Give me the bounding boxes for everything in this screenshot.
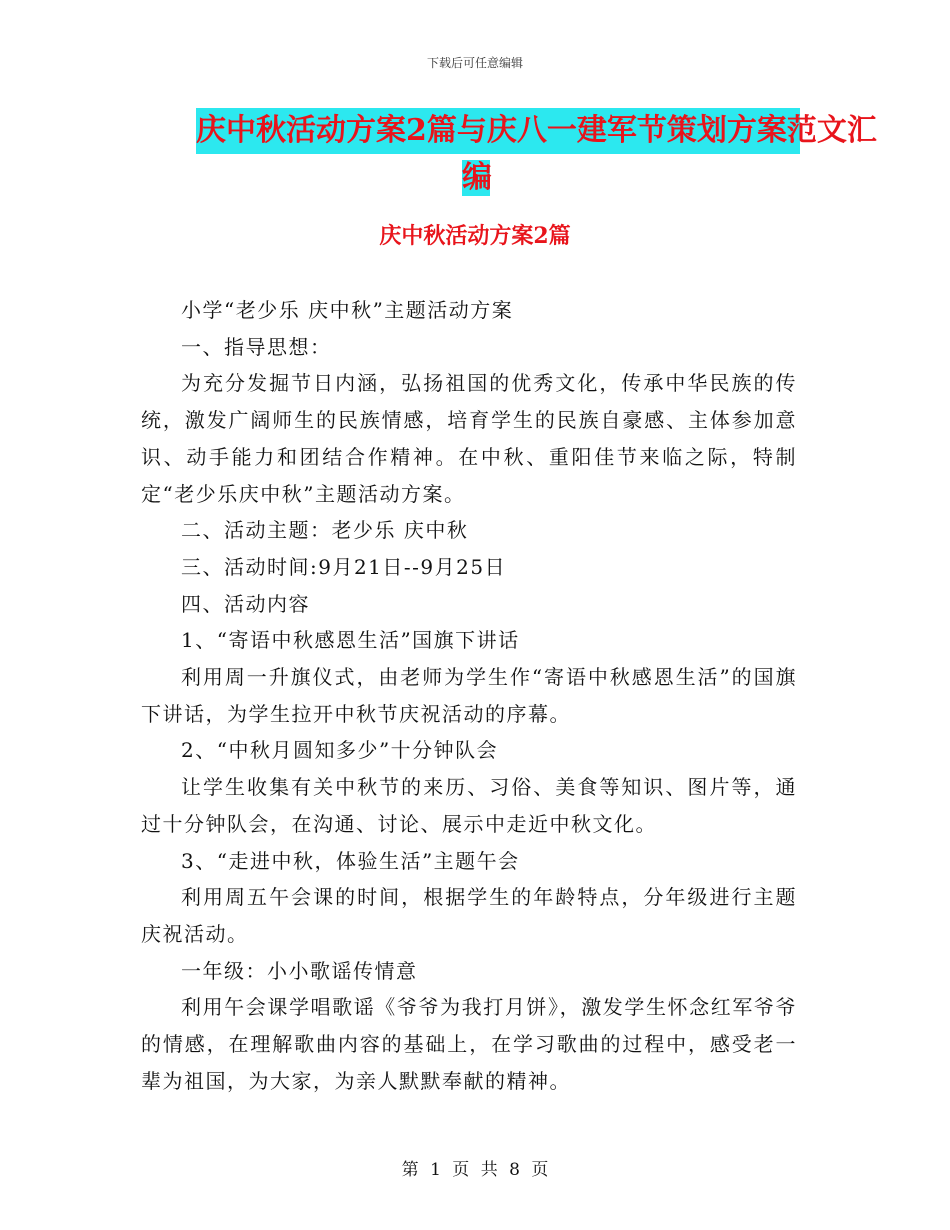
- paragraph: 利用周一升旗仪式，由老师为学生作“寄语中秋感恩生活”的国旗下讲话，为学生拉开中秋节庆祝活动的序幕。: [141, 665, 797, 726]
- paragraph: 小学“老少乐 庆中秋”主题活动方案: [181, 298, 514, 322]
- section-title: 庆中秋活动方案2篇: [379, 223, 571, 249]
- paragraph: 一年级：小小歌谣传情意: [181, 958, 418, 983]
- document-title-line2: 编: [462, 160, 492, 195]
- page-footer: 第 1 页 共 8 页: [401, 1160, 549, 1180]
- paragraph: 利用午会课学唱歌谣《爷爷为我打月饼》，激发学生怀念红军爷爷的情感，在理解歌曲内容的基础上，在学习歌曲的过程中，感受老一辈为祖国，为大家，为亲人默默奉献的精神。: [141, 995, 797, 1093]
- header-note: 下载后可任意编辑: [426, 56, 523, 70]
- paragraph: 为充分发掘节日内涵，弘扬祖国的优秀文化，传承中华民族的传统，激发广阔师生的民族情感，培育学生的民族自豪感、主体参加意识、动手能力和团结合作精神。在中秋、重阳佳节来临之际，特制定“老少乐庆中秋”主题活动方案。: [141, 371, 797, 506]
- paragraph: 3、“走进中秋，体验生活”主题午会: [181, 848, 520, 873]
- paragraph: 1、“寄语中秋感恩生活”国旗下讲话: [181, 628, 520, 653]
- paragraph: 让学生收集有关中秋节的来历、习俗、美食等知识、图片等，通过十分钟队会，在沟通、讨论、展示中走近中秋文化。: [141, 775, 797, 836]
- paragraph: 四、活动内容: [181, 591, 310, 616]
- document-title-line1: 庆中秋活动方案2篇与庆八一建军节策划方案范文汇: [196, 108, 800, 154]
- paragraph: 2、“中秋月圆知多少”十分钟队会: [181, 738, 499, 763]
- paragraph: 三、活动时间:9月21日--9月25日: [181, 554, 507, 579]
- body-content: [141, 292, 797, 1099]
- paragraph: 利用周五午会课的时间，根据学生的年龄特点，分年级进行主题庆祝活动。: [141, 885, 797, 946]
- paragraph: 一、指导思想：: [181, 334, 332, 359]
- paragraph: 二、活动主题：老少乐 庆中秋: [181, 518, 469, 543]
